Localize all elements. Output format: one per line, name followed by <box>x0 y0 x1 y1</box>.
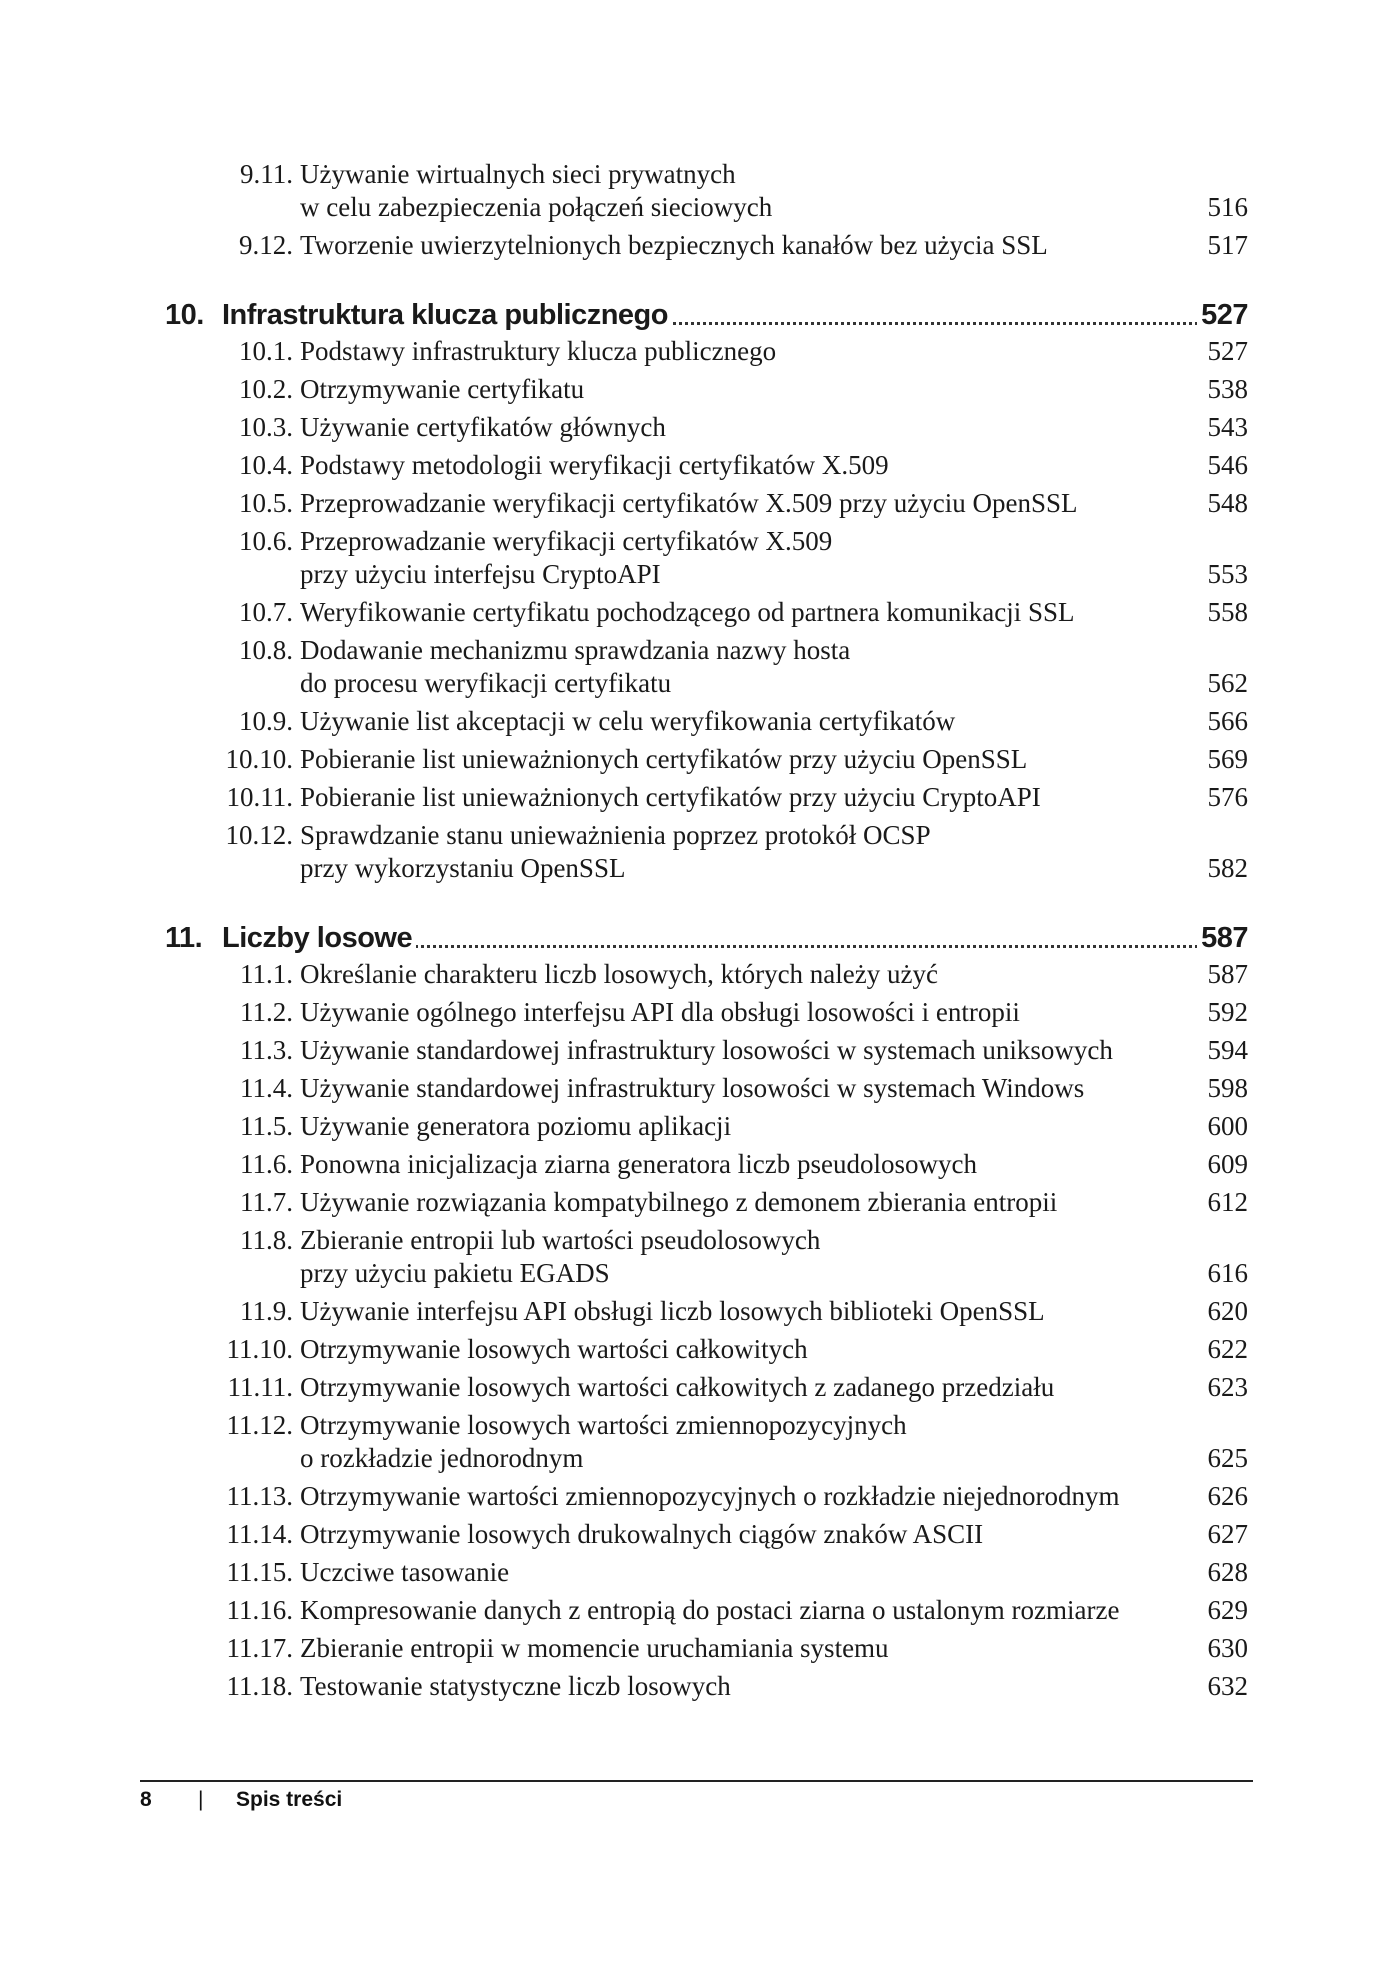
entry-title-line: do procesu weryfikacji certyfikatu <box>300 668 672 698</box>
toc-entry <box>0 525 1386 591</box>
entry-title-line: Używanie certyfikatów głównych <box>300 412 666 442</box>
entry-page: 616 <box>1207 1258 1248 1288</box>
entry-title-line: Używanie standardowej infrastruktury losowości w systemach uniksowych <box>300 1035 1113 1065</box>
entry-number: 11.6. <box>240 1149 293 1179</box>
entry-page: 582 <box>1207 853 1248 883</box>
toc-entry <box>0 1371 1386 1404</box>
entry-page: 600 <box>1207 1111 1248 1141</box>
entry-number: 11.9. <box>240 1296 293 1326</box>
entry-title-line: Otrzymywanie losowych wartości całkowitych z zadanego przedziału <box>300 1372 1055 1402</box>
entry-title-line: Sprawdzanie stanu unieważnienia poprzez protokół OCSP <box>300 820 931 850</box>
entry-page: 548 <box>1207 488 1248 518</box>
entry-title-line: Otrzymywanie losowych wartości zmiennopozycyjnych <box>300 1410 907 1440</box>
toc-entry <box>0 335 1386 368</box>
entry-number: 11.17. <box>226 1633 293 1663</box>
entry-number: 11.4. <box>240 1073 293 1103</box>
toc-entry <box>0 487 1386 520</box>
entry-number: 10.3. <box>239 412 293 442</box>
entry-title-line: Testowanie statystyczne liczb losowych <box>300 1671 731 1701</box>
toc-entry <box>0 596 1386 629</box>
footer-separator: | <box>198 1788 204 1811</box>
entry-title-line: Używanie interfejsu API obsługi liczb losowych biblioteki OpenSSL <box>300 1296 1045 1326</box>
entry-number: 10.10. <box>225 744 293 774</box>
entry-number: 10.7. <box>239 597 293 627</box>
entry-page: 628 <box>1207 1557 1248 1587</box>
entry-title-line: Otrzymywanie wartości zmiennopozycyjnych o rozkładzie niejednorodnym <box>300 1481 1120 1511</box>
entry-number: 10.5. <box>239 488 293 518</box>
chapter-heading <box>0 297 1386 333</box>
toc-entry <box>0 1186 1386 1219</box>
entry-number: 11.10. <box>226 1334 293 1364</box>
entry-title-line: Używanie generatora poziomu aplikacji <box>300 1111 732 1141</box>
entry-title-line: Pobieranie list unieważnionych certyfikatów przy użyciu OpenSSL <box>300 744 1028 774</box>
entry-number: 11.2. <box>240 997 293 1027</box>
toc-entry <box>0 1518 1386 1551</box>
entry-page: 543 <box>1207 412 1248 442</box>
entry-title-line: Używanie standardowej infrastruktury losowości w systemach Windows <box>300 1073 1085 1103</box>
entry-title-line: Kompresowanie danych z entropią do postaci ziarna o ustalonym rozmiarze <box>300 1595 1120 1625</box>
toc-entry <box>0 1224 1386 1290</box>
entry-title-line: Przeprowadzanie weryfikacji certyfikatów X.509 przy użyciu OpenSSL <box>300 488 1078 518</box>
entry-number: 11.15. <box>226 1557 293 1587</box>
entry-page: 527 <box>1207 336 1248 366</box>
entry-page: 622 <box>1207 1334 1248 1364</box>
toc-entry <box>0 819 1386 885</box>
entry-title-line: Określanie charakteru liczb losowych, których należy użyć <box>300 959 938 989</box>
entry-number: 9.12. <box>239 230 293 260</box>
toc-entry <box>0 158 1386 224</box>
entry-title-line: Przeprowadzanie weryfikacji certyfikatów X.509 <box>300 526 833 556</box>
entry-number: 9.11. <box>240 159 293 189</box>
entry-page: 594 <box>1207 1035 1248 1065</box>
toc-entry <box>0 1072 1386 1105</box>
toc-entry <box>0 1556 1386 1589</box>
entry-title-line: Dodawanie mechanizmu sprawdzania nazwy hosta <box>300 635 851 665</box>
entry-title-line: przy użyciu interfejsu CryptoAPI <box>300 559 661 589</box>
entry-title-line: Używanie rozwiązania kompatybilnego z demonem zbierania entropii <box>300 1187 1058 1217</box>
toc-entry <box>0 411 1386 444</box>
entry-number: 11.8. <box>240 1225 293 1255</box>
entry-page: 629 <box>1207 1595 1248 1625</box>
entry-page: 562 <box>1207 668 1248 698</box>
entry-page: 516 <box>1207 192 1248 222</box>
chapter-title: Liczby losowe <box>222 920 416 956</box>
toc-entry <box>0 1333 1386 1366</box>
toc-entry <box>0 1594 1386 1627</box>
entry-number: 11.18. <box>226 1671 293 1701</box>
entry-number: 10.1. <box>239 336 293 366</box>
toc-entry <box>0 996 1386 1029</box>
entry-page: 566 <box>1207 706 1248 736</box>
entry-page: 592 <box>1207 997 1248 1027</box>
entry-title-line: Tworzenie uwierzytelnionych bezpiecznych kanałów bez użycia SSL <box>300 230 1048 260</box>
entry-title-line: o rozkładzie jednorodnym <box>300 1443 584 1473</box>
entry-page: 627 <box>1207 1519 1248 1549</box>
toc-entry <box>0 1409 1386 1475</box>
toc-entry <box>0 1670 1386 1703</box>
entry-page: 626 <box>1207 1481 1248 1511</box>
toc-entry <box>0 1295 1386 1328</box>
entry-number: 11.5. <box>240 1111 293 1141</box>
entry-number: 11.16. <box>226 1595 293 1625</box>
entry-number: 11.11. <box>227 1372 293 1402</box>
entry-title-line: Otrzymywanie losowych wartości całkowitych <box>300 1334 808 1364</box>
entry-number: 10.4. <box>239 450 293 480</box>
entry-page: 587 <box>1207 959 1248 989</box>
entry-title-line: Otrzymywanie losowych drukowalnych ciągów znaków ASCII <box>300 1519 984 1549</box>
entry-title-line: Używanie ogólnego interfejsu API dla obsługi losowości i entropii <box>300 997 1020 1027</box>
entry-page: 569 <box>1207 744 1248 774</box>
entry-title-line: Uczciwe tasowanie <box>300 1557 510 1587</box>
entry-page: 625 <box>1207 1443 1248 1473</box>
chapter-page: 587 <box>1197 920 1248 956</box>
entry-page: 630 <box>1207 1633 1248 1663</box>
toc-entry <box>0 1480 1386 1513</box>
entry-page: 598 <box>1207 1073 1248 1103</box>
chapter-number: 11. <box>165 922 203 954</box>
entry-number: 10.2. <box>239 374 293 404</box>
chapter-page: 527 <box>1197 297 1248 333</box>
chapter-title: Infrastruktura klucza publicznego <box>222 297 672 333</box>
toc-entry <box>0 1110 1386 1143</box>
entry-number: 11.3. <box>240 1035 293 1065</box>
entry-page: 538 <box>1207 374 1248 404</box>
entry-page: 620 <box>1207 1296 1248 1326</box>
entry-title-line: przy wykorzystaniu OpenSSL <box>300 853 626 883</box>
entry-number: 10.6. <box>239 526 293 556</box>
entry-title-line: Ponowna inicjalizacja ziarna generatora liczb pseudolosowych <box>300 1149 977 1179</box>
entry-number: 11.7. <box>240 1187 293 1217</box>
toc-entry <box>0 229 1386 262</box>
entry-title-line: Otrzymywanie certyfikatu <box>300 374 585 404</box>
entry-number: 10.11. <box>226 782 293 812</box>
entry-number: 10.9. <box>239 706 293 736</box>
entry-page: 553 <box>1207 559 1248 589</box>
toc-entry <box>0 634 1386 700</box>
toc-entry <box>0 958 1386 991</box>
entry-title-line: Podstawy metodologii weryfikacji certyfikatów X.509 <box>300 450 889 480</box>
entry-title-line: Zbieranie entropii lub wartości pseudolosowych <box>300 1225 821 1255</box>
entry-page: 576 <box>1207 782 1248 812</box>
toc-entry <box>0 705 1386 738</box>
entry-number: 11.14. <box>226 1519 293 1549</box>
entry-title-line: Używanie wirtualnych sieci prywatnych <box>300 159 736 189</box>
entry-number: 11.13. <box>226 1481 293 1511</box>
entry-page: 558 <box>1207 597 1248 627</box>
footer-page-number: 8 <box>140 1788 152 1811</box>
entry-page: 623 <box>1207 1372 1248 1402</box>
entry-number: 10.12. <box>225 820 293 850</box>
footer-section-title: Spis treści <box>236 1788 343 1811</box>
entry-title-line: Zbieranie entropii w momencie uruchamiania systemu <box>300 1633 889 1663</box>
toc-entry <box>0 781 1386 814</box>
footer-rule <box>140 1780 1253 1782</box>
entry-title-line: Pobieranie list unieważnionych certyfikatów przy użyciu CryptoAPI <box>300 782 1041 812</box>
entry-title-line: Weryfikowanie certyfikatu pochodzącego od partnera komunikacji SSL <box>300 597 1075 627</box>
entry-title-line: przy użyciu pakietu EGADS <box>300 1258 610 1288</box>
entry-number: 11.12. <box>226 1410 293 1440</box>
toc-entry <box>0 743 1386 776</box>
entry-title-line: Podstawy infrastruktury klucza publicznego <box>300 336 777 366</box>
entry-number: 11.1. <box>240 959 293 989</box>
chapter-heading <box>0 920 1386 956</box>
chapter-number: 10. <box>165 299 204 331</box>
toc-entry <box>0 1148 1386 1181</box>
toc-entry <box>0 373 1386 406</box>
toc-entry <box>0 449 1386 482</box>
entry-page: 609 <box>1207 1149 1248 1179</box>
entry-page: 517 <box>1207 230 1248 260</box>
entry-title-line: w celu zabezpieczenia połączeń sieciowych <box>300 192 773 222</box>
toc-entry <box>0 1034 1386 1067</box>
entry-page: 632 <box>1207 1671 1248 1701</box>
entry-title-line: Używanie list akceptacji w celu weryfikowania certyfikatów <box>300 706 956 736</box>
entry-page: 612 <box>1207 1187 1248 1217</box>
entry-page: 546 <box>1207 450 1248 480</box>
entry-number: 10.8. <box>239 635 293 665</box>
toc-entry <box>0 1632 1386 1665</box>
